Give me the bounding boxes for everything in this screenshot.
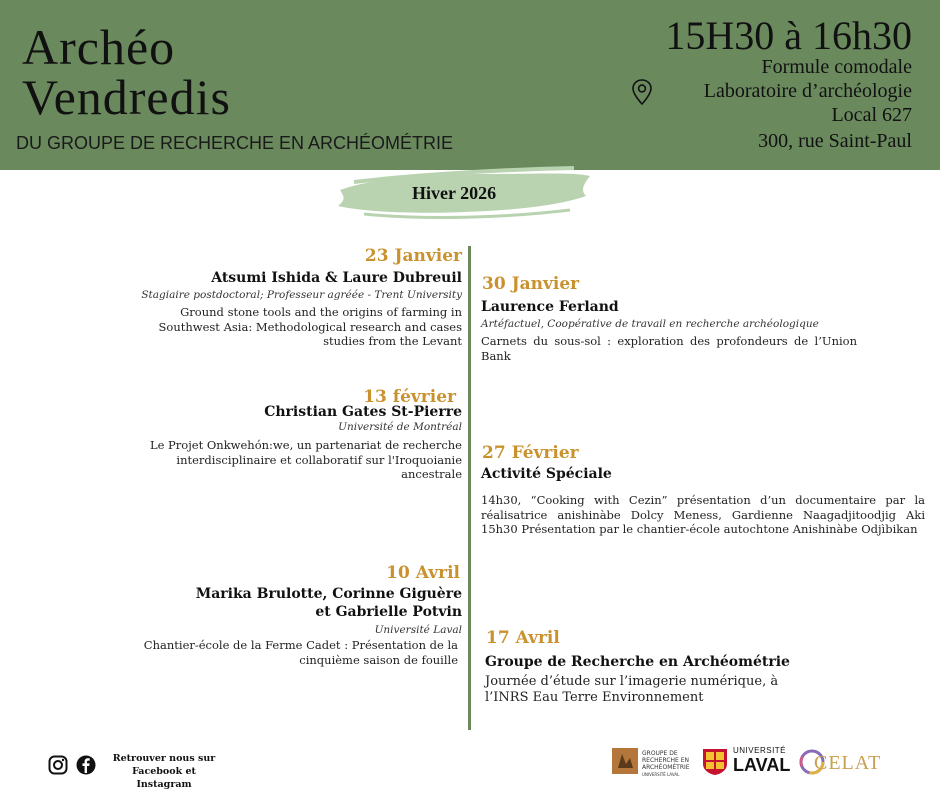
title-line-1: Archéo [22,19,176,75]
event-affiliation: Artéfactuel, Coopérative de travail en recherche archéologique [481,318,819,330]
event-affiliation: Stagiaire postdoctoral; Professeur agréée - Trent University [141,289,462,301]
subtitle: DU GROUPE DE RECHERCHE EN ARCHÉOMÉTRIE [16,133,454,153]
facebook-icon[interactable] [76,755,96,775]
event-date: 17 Avril [486,628,560,648]
room-label: Local 627 [831,104,912,126]
event-date: 27 Février [482,443,579,463]
event-date: 23 Janvier [364,246,462,266]
event-description: Ground stone tools and the origins of farming in Southwest Asia: Methodological research and cases studies from the Levant [158,305,462,348]
event-description: Carnets du sous-sol : exploration des profondeurs de l’Union Bank [481,334,857,363]
event-speaker: Activité Spéciale [481,466,612,482]
timeline-line [468,246,471,730]
laval-logo-small: UNIVERSITÉ [733,746,787,755]
event-date: 13 février [363,387,456,407]
street-label: 300, rue Saint-Paul [758,130,912,152]
event-description: Le Projet Onkwehón:we, un partenariat de recherche interdisciplinaire et collaboratif sur l'Iroquoianie ancestrale [149,438,462,481]
format-label: Formule comodale [761,56,912,78]
event-affiliation: Université Laval [374,624,462,636]
gra-logo-subtext: UNIVERSITÉ LAVAL [642,772,680,777]
event-description: Chantier-école de la Ferme Cadet : Présentation de la cinquième saison de fouille [143,638,458,667]
header-banner [0,0,940,170]
event-time: 15H30 à 16h30 [665,13,912,58]
laval-shield-icon [702,748,728,776]
season-label: Hiver 2026 [412,183,497,203]
event-speaker: Groupe de Recherche en Archéométrie [485,654,790,670]
celat-logo-text: CELAT [814,752,882,774]
gra-logo-name: GROUPE DE RECHERCHE EN ARCHÉOMÉTRIE [642,750,690,771]
event-description: Journée d’étude sur l’imagerie numérique, à l’INRS Eau Terre Environnement [485,674,779,705]
location-pin-icon [630,78,654,106]
title-line-2: Vendredis [22,69,231,125]
instagram-icon[interactable] [48,755,68,775]
laval-logo-text [733,746,790,774]
event-speaker: Marika Brulotte, Corinne Giguère et Gabrielle Potvin [195,586,462,620]
event-speaker: Christian Gates St-Pierre [264,404,462,420]
event-speaker: Laurence Ferland [481,299,619,315]
follow-us-text: Retrouver nous sur Facebook et Instagram [112,753,216,790]
event-date: 10 Avril [386,563,460,583]
event-affiliation: Université de Montréal [338,421,462,433]
event-speaker: Atsumi Ishida & Laure Dubreuil [211,270,462,286]
laval-logo-big: LAVAL [733,755,791,775]
event-description: 14h30, “Cooking with Cezin” présentation d’un documentaire par la réalisatrice anishinàbe Dolcy Meness, Gardienne Naagadjitoodjig Aki 15h30 Présentation par le chantier-école autochtone Anishinàbe Odjìbikan [481,493,925,536]
event-date: 30 Janvier [482,274,580,294]
location-label: Laboratoire d’archéologie [703,80,912,102]
